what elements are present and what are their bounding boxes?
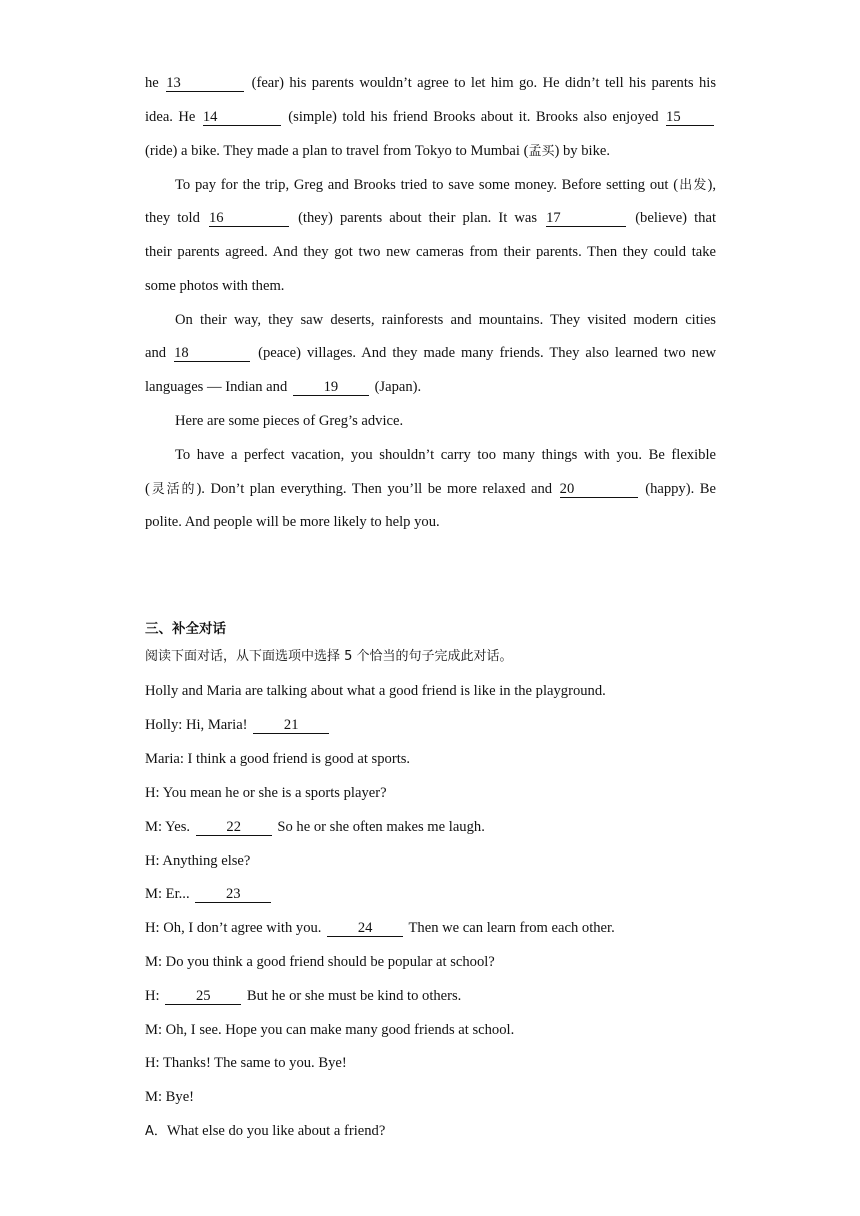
blank-13[interactable]: 13 — [166, 75, 244, 92]
passage-line-1 — [145, 73, 716, 93]
text: and — [145, 345, 167, 361]
blank-25[interactable]: 25 — [165, 988, 241, 1005]
text: To pay for the trip, Greg and Brooks tried to save some money. Before setting out ( — [175, 177, 679, 193]
text: (they) parents about their plan. It was — [298, 210, 538, 226]
dialogue-line-8: M: Do you think a good friend should be popular at school? — [145, 954, 495, 970]
text: they told — [145, 210, 200, 226]
passage-line-13 — [145, 479, 716, 500]
text: So he or she often makes me laugh. — [277, 819, 485, 835]
passage-line-2 — [145, 107, 716, 127]
passage-line-14: polite. And people will be more likely to help you. — [145, 514, 440, 530]
dialogue-line-7 — [145, 918, 716, 938]
passage-line-3 — [145, 141, 716, 162]
chinese-gloss: 出发 — [678, 178, 708, 193]
passage-line-9 — [145, 343, 716, 363]
dialogue-line-2: Maria: I think a good friend is good at sports. — [145, 751, 411, 767]
text: (ride) a bike. They made a plan to travel from Tokyo to Mumbai ( — [145, 143, 529, 159]
passage-line-7: some photos with them. — [145, 278, 285, 294]
text: ( — [145, 481, 150, 497]
dialogue-line-11: H: Thanks! The same to you. Bye! — [145, 1055, 347, 1071]
blank-16[interactable]: 16 — [209, 210, 289, 227]
text: M: Er... — [145, 886, 190, 902]
text: Holly: Hi, Maria! — [145, 717, 248, 733]
text: Then we can learn from each other. — [408, 920, 615, 936]
blank-23[interactable]: 23 — [195, 886, 271, 903]
text: ), — [707, 177, 716, 193]
passage-line-10 — [145, 377, 716, 397]
blank-19[interactable]: 19 — [293, 379, 369, 396]
text: (Japan). — [374, 379, 422, 395]
text: languages — Indian and — [145, 379, 288, 395]
passage-line-8: On their way, they saw deserts, rainforests and mountains. They visited modern cities — [175, 312, 716, 328]
chinese-gloss: 孟买 — [528, 144, 555, 159]
dialogue-intro: Holly and Maria are talking about what a good friend is like in the playground. — [145, 683, 606, 699]
option-a — [145, 1121, 716, 1142]
text: (fear) his parents wouldn’t agree to let him go. He didn’t tell his parents his — [251, 75, 717, 91]
passage-line-11: Here are some pieces of Greg’s advice. — [175, 413, 404, 429]
blank-14[interactable]: 14 — [203, 109, 281, 126]
blank-18[interactable]: 18 — [174, 345, 250, 362]
section-title: 三、补全对话 — [145, 621, 226, 637]
text: ) by bike. — [554, 143, 610, 159]
text: H: — [145, 988, 160, 1004]
text: (believe) that — [635, 210, 716, 226]
dialogue-line-4 — [145, 817, 716, 837]
blank-22[interactable]: 22 — [196, 819, 272, 836]
dialogue-line-1 — [145, 715, 716, 735]
blank-24[interactable]: 24 — [327, 920, 403, 937]
text: M: Yes. — [145, 819, 191, 835]
section-instruction: 阅读下面对话，从下面选项中选择 5 个恰当的句子完成此对话。 — [145, 649, 513, 664]
text: (peace) villages. And they made many friends. They also learned two new — [258, 345, 716, 361]
text: (happy). Be — [645, 481, 716, 497]
text: (simple) told his friend Brooks about it. Brooks also enjoyed — [288, 109, 659, 125]
chinese-gloss: 灵活的 — [149, 482, 197, 497]
dialogue-line-5: H: Anything else? — [145, 853, 251, 869]
dialogue-line-9 — [145, 986, 716, 1006]
text: he — [145, 75, 159, 91]
dialogue-line-6 — [145, 884, 716, 904]
passage-line-6: their parents agreed. And they got two new cameras from their parents. Then they could take — [145, 244, 716, 260]
passage-line-4 — [175, 175, 716, 196]
blank-17[interactable]: 17 — [546, 210, 626, 227]
text: But he or she must be kind to others. — [246, 988, 462, 1004]
dialogue-line-10: M: Oh, I see. Hope you can make many good friends at school. — [145, 1022, 515, 1038]
dialogue-line-12: M: Bye! — [145, 1089, 195, 1105]
text: ). Don’t plan everything. Then you’ll be more relaxed and — [196, 481, 553, 497]
passage-line-12: To have a perfect vacation, you shouldn’t carry too many things with you. Be flexible — [175, 447, 716, 463]
blank-20[interactable]: 20 — [560, 481, 638, 498]
option-letter: A． — [145, 1124, 167, 1139]
text: idea. He — [145, 109, 196, 125]
dialogue-line-3: H: You mean he or she is a sports player? — [145, 785, 387, 801]
blank-21[interactable]: 21 — [253, 717, 329, 734]
text: H: Oh, I don’t agree with you. — [145, 920, 322, 936]
blank-15[interactable]: 15 — [666, 109, 714, 126]
passage-line-5 — [145, 208, 716, 228]
option-text: What else do you like about a friend? — [166, 1123, 386, 1139]
